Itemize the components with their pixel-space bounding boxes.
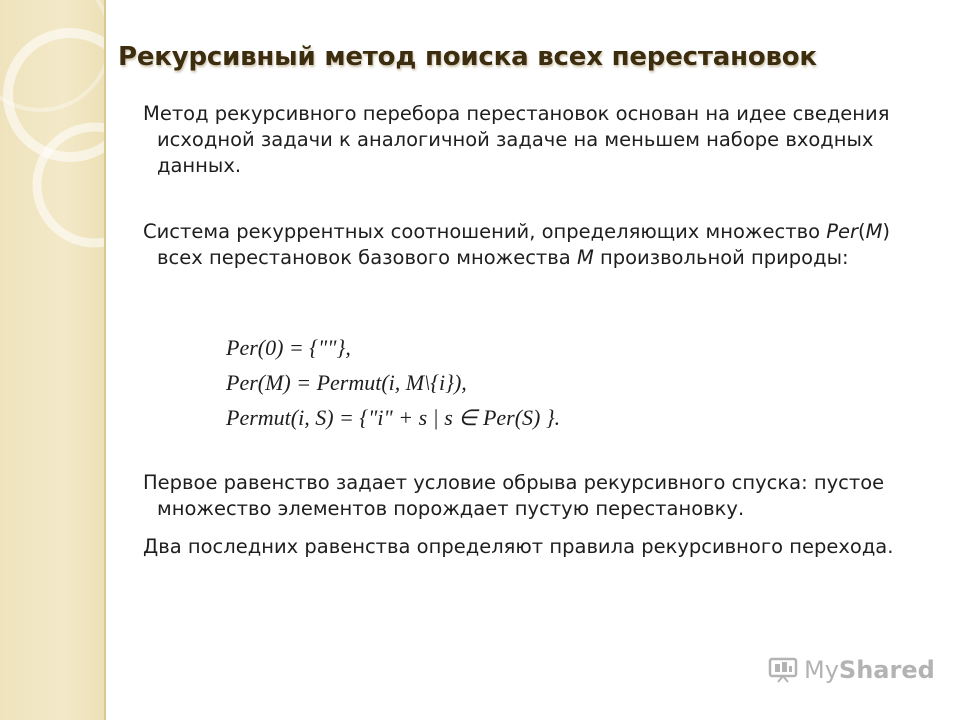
system-text-2: (: [857, 220, 866, 243]
system-text-4: произвольной природы:: [593, 246, 849, 269]
watermark-logo: [768, 656, 935, 684]
paragraph-last-equalities: Два последних равенства определяют правила рекурсивного перехода.: [143, 535, 894, 558]
system-text-3: ) всех перестановок базового множества: [157, 220, 891, 269]
decorative-side-band: [0, 0, 106, 720]
formula-per-empty: Per(0) = {""},: [226, 335, 351, 360]
m-symbol-2: M: [576, 246, 594, 269]
formula-permut: Permut(i, S) = {"i" + s | s ∈ Per(S) }.: [226, 405, 561, 430]
paragraph-method: Метод рекурсивного перебора перестановок основан на идее сведения исходной задачи к аналогичной задаче на меньшем наборе входных данных.: [143, 102, 890, 177]
paragraph-first-equality: Первое равенство задает условие обрыва рекурсивного спуска: пустое множество элементов порождает пустую перестановку.: [143, 471, 885, 520]
system-text-1: Система рекуррентных соотношений, определяющих множество: [143, 220, 827, 243]
paragraph-system: [143, 219, 917, 271]
per-symbol: Per: [826, 220, 858, 243]
presentation-icon: [768, 657, 798, 683]
slide-title: Рекурсивный метод поиска всех перестановок: [118, 42, 817, 72]
m-symbol-1: M: [865, 220, 883, 243]
watermark-text: MyShared: [804, 656, 935, 684]
formula-per-m: Per(M) = Permut(i, M\{i}),: [226, 370, 467, 395]
decorative-rings-icon: [0, 0, 106, 300]
band-edge: [104, 0, 106, 720]
